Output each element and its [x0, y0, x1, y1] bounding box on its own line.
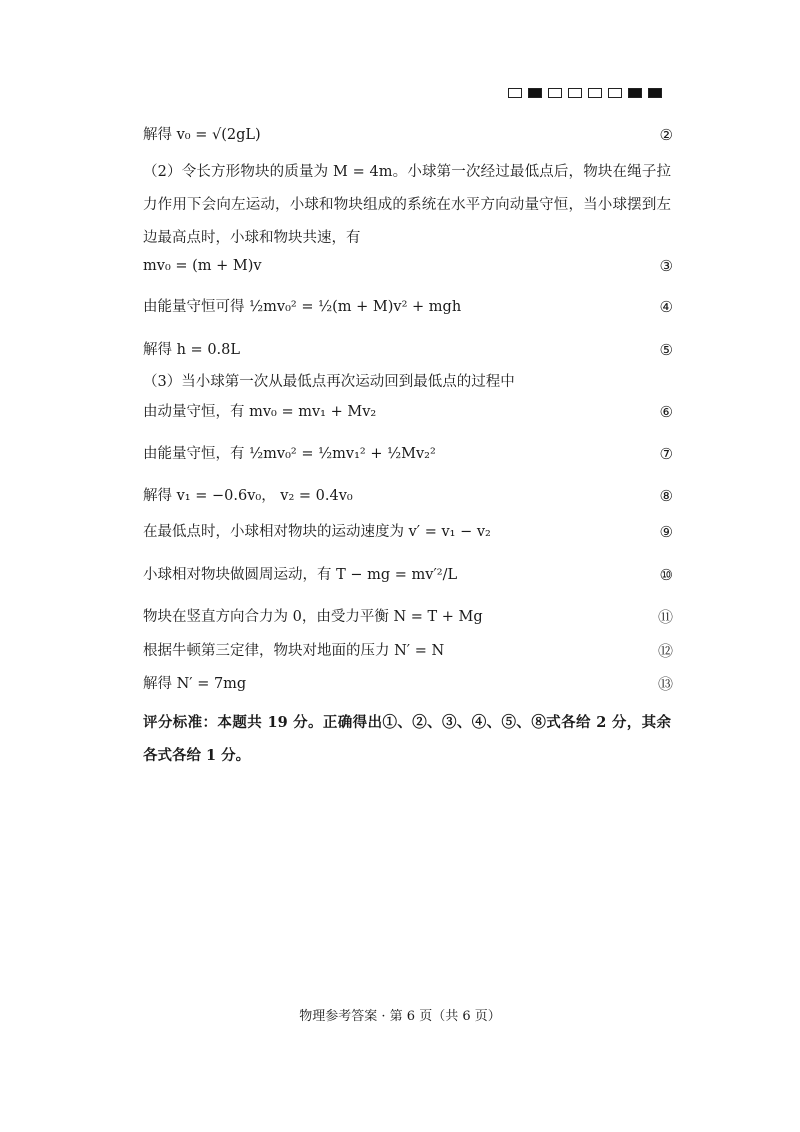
- solution-line: [143, 565, 673, 585]
- solution-line-text: 解得 h = 0.8L: [143, 342, 241, 358]
- solution-line-text: 根据牛顿第三定律，物块对地面的压力 N′ = N: [143, 643, 445, 659]
- equation-number: ⑬: [657, 675, 673, 693]
- solution-line-text: 解得 v₀ = √(2gL): [143, 127, 261, 143]
- solution-line: [143, 256, 673, 276]
- solution-line-text: （3）当小球第一次从最低点再次运动回到最低点的过程中: [143, 374, 515, 390]
- paragraph-part-2: [143, 156, 671, 255]
- header-square-2: [548, 88, 562, 98]
- solution-line: [143, 297, 673, 317]
- solution-line-text: 解得 N′ = 7mg: [143, 676, 247, 692]
- equation-number: ⑤: [659, 341, 673, 359]
- solution-line: [143, 486, 673, 506]
- header-square-4: [588, 88, 602, 98]
- equation-number: ⑥: [659, 403, 673, 421]
- header-square-1: [528, 88, 542, 98]
- solution-line-text: 解得 v₁ = −0.6v₀， v₂ = 0.4v₀: [143, 488, 353, 504]
- header-square-0: [508, 88, 522, 98]
- solution-line: [143, 607, 673, 627]
- header-square-7: [648, 88, 662, 98]
- header-square-5: [608, 88, 622, 98]
- solution-line: [143, 522, 673, 542]
- paragraph-part-2-text: （2）令长方形物块的质量为 M = 4m。小球第一次经过最低点后，物块在绳子拉力作用下会向左运动，小球和物块组成的系统在水平方向动量守恒，当小球摆到左边最高点时，小球和物块共速，有: [143, 164, 671, 246]
- header-squares: [508, 88, 662, 98]
- equation-number: ③: [659, 257, 673, 275]
- solution-line: [143, 674, 673, 694]
- page-footer: 物理参考答案 · 第 6 页（共 6 页）: [299, 1009, 501, 1024]
- header-square-3: [568, 88, 582, 98]
- solution-line: [143, 372, 673, 392]
- solution-line: [143, 125, 673, 145]
- solution-line: [143, 340, 673, 360]
- solution-line-text: 由能量守恒可得 ½mv₀² = ½(m + M)v² + mgh: [143, 299, 462, 315]
- solution-line-text: 在最低点时，小球相对物块的运动速度为 v′ = v₁ − v₂: [143, 524, 491, 540]
- equation-number: ⑫: [657, 642, 673, 660]
- equation-number: ②: [659, 126, 673, 144]
- solution-line-text: 由能量守恒，有 ½mv₀² = ½mv₁² + ½Mv₂²: [143, 446, 436, 462]
- equation-number: ④: [659, 298, 673, 316]
- solution-line: [143, 402, 673, 422]
- solution-line-text: mv₀ = (m + M)v: [143, 258, 262, 274]
- solution-line-text: 由动量守恒，有 mv₀ = mv₁ + Mv₂: [143, 404, 377, 420]
- solution-line: [143, 444, 673, 464]
- scoring-criteria-text: 评分标准：本题共 19 分。正确得出①、②、③、④、⑤、⑧式各给 2 分，其余各式各给 1 分。: [143, 714, 671, 764]
- solution-line-text: 物块在竖直方向合力为 0，由受力平衡 N = T + Mg: [143, 609, 483, 625]
- equation-number: ⑨: [659, 523, 673, 541]
- equation-number: ⑪: [657, 608, 673, 626]
- solution-line-text: 小球相对物块做圆周运动，有 T − mg = mv′²/L: [143, 567, 458, 583]
- scoring-criteria: [143, 706, 671, 772]
- header-square-6: [628, 88, 642, 98]
- equation-number: ⑦: [659, 445, 673, 463]
- equation-number: ⑧: [659, 487, 673, 505]
- equation-number: ⑩: [659, 566, 673, 584]
- solution-line: [143, 641, 673, 661]
